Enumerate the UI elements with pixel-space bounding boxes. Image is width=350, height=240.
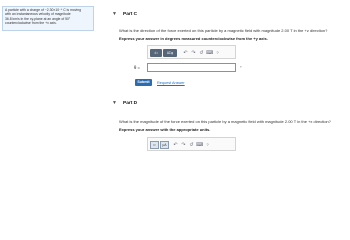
part-c-header[interactable] [111, 11, 137, 17]
template-button[interactable]: √□ [150, 49, 162, 57]
part-c-math-toolbar [147, 45, 236, 59]
reset-icon[interactable]: ↺ [199, 50, 204, 56]
redo-icon[interactable]: ↷ [181, 142, 186, 148]
request-answer-link[interactable]: Request Answer [157, 81, 185, 85]
problem-line: counterclockwise from the +x axis. [5, 20, 57, 25]
part-c-title: Part C [123, 11, 138, 17]
part-c-question: What is the direction of the force exerted on this particle by a magnetic field with magnitude 2.00 T in the +z direction? [119, 28, 328, 33]
degree-unit: ° [240, 65, 242, 70]
greek-symbols-button[interactable]: AΣφ [163, 49, 177, 57]
redo-icon[interactable]: ↷ [191, 50, 196, 56]
help-icon[interactable]: ? [206, 142, 209, 147]
part-d-question: What is the magnitude of the force exerted on this particle by a magnetic field with magnitude 2.00 T in the +x direction? [119, 119, 331, 124]
part-d-instruction: Express your answer with the appropriate units. [119, 127, 211, 132]
collapse-chevron-icon[interactable]: ▼ [112, 100, 117, 106]
units-button[interactable]: μA [160, 141, 169, 149]
problem-line: with an instantaneous velocity of magnitude [5, 12, 71, 17]
part-d-header[interactable] [111, 100, 137, 106]
problem-statement [2, 6, 94, 31]
template-button[interactable]: □▫ [150, 141, 159, 149]
part-c-instruction: Express your answer in degrees measured counterclockwise from the +y axis. [119, 36, 268, 41]
help-icon[interactable]: ? [216, 50, 219, 55]
collapse-chevron-icon[interactable]: ▼ [112, 11, 117, 17]
undo-icon[interactable]: ↶ [183, 50, 188, 56]
part-d-title: Part D [123, 100, 138, 106]
keyboard-icon[interactable]: ⌨ [196, 142, 204, 148]
problem-line: A particle with a charge of −2.30×10⁻⁸ C is moving [5, 8, 81, 12]
theta-label: θ = [134, 65, 140, 70]
reset-icon[interactable]: ↺ [189, 142, 194, 148]
problem-line: 36.8 km/s in the xy-plane at an angle of 50° [5, 16, 71, 21]
part-d-math-toolbar [147, 137, 236, 151]
keyboard-icon[interactable]: ⌨ [206, 50, 214, 56]
submit-button[interactable]: Submit [135, 79, 152, 86]
part-c-answer-input[interactable] [147, 63, 236, 72]
undo-icon[interactable]: ↶ [173, 142, 178, 148]
